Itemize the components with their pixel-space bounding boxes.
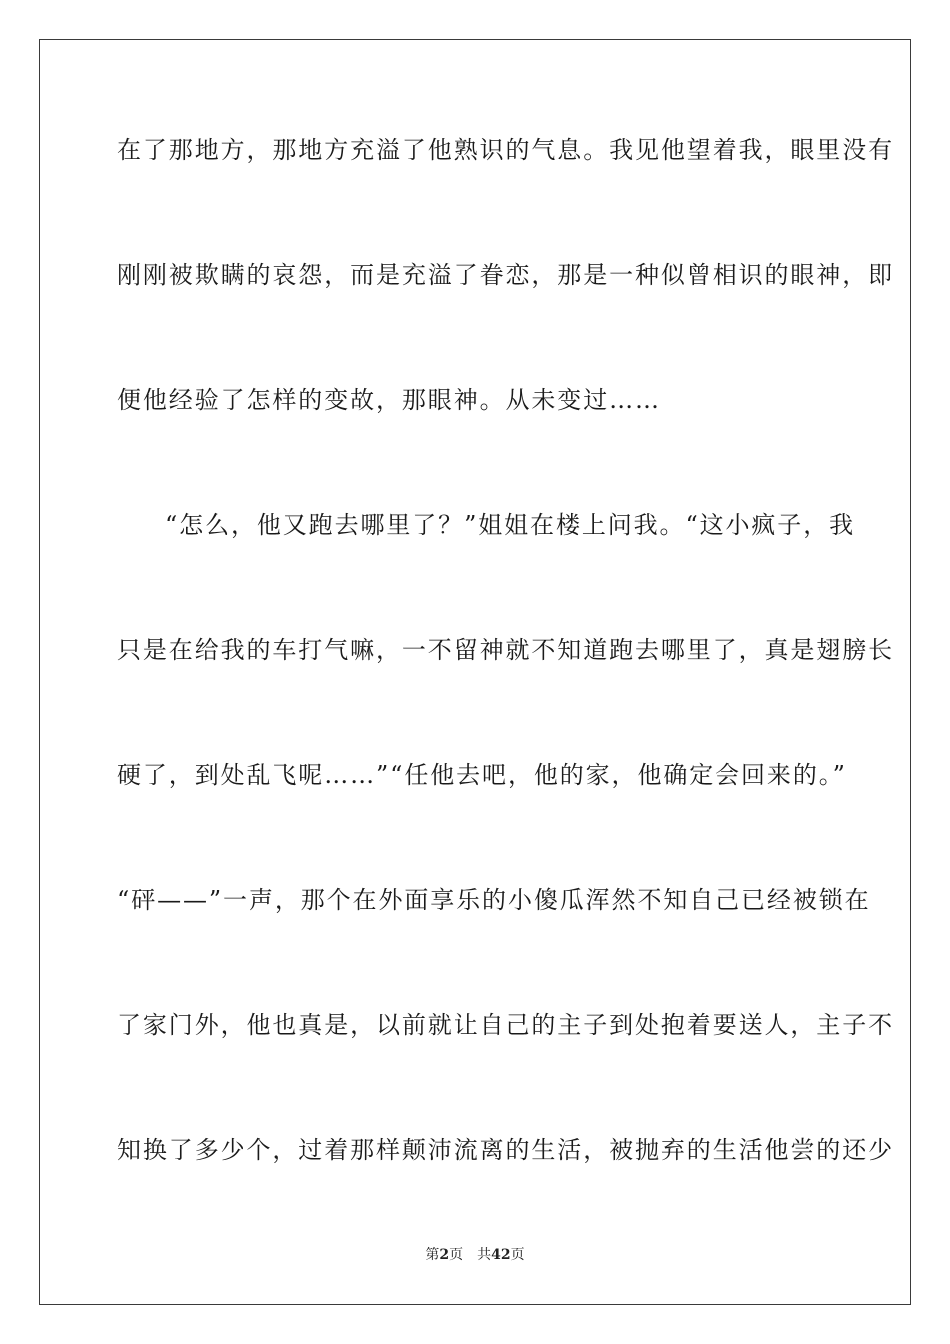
body-line-7: “砰——”一声，那个在外面享乐的小傻瓜浑然不知自己已经被锁在 [117,886,871,914]
page-prefix: 第 [425,1247,440,1263]
total-suffix: 页 [510,1247,525,1263]
page-frame [39,39,911,1305]
body-line-4: “怎么，他又跑去哪里了？”姐姐在楼上问我。“这小疯子，我 [165,511,856,539]
total-prefix: 共 [477,1247,492,1263]
page-footer [0,1246,950,1264]
page-suffix: 页 [449,1247,464,1263]
body-line-3: 便他经验了怎样的变故，那眼神。从未变过…… [117,386,661,414]
page-number: 2 [439,1247,450,1263]
total-pages: 42 [491,1247,511,1263]
body-line-9: 知换了多少个，过着那样颠沛流离的生活，被抛弃的生活他尝的还少 [117,1136,894,1164]
body-line-1: 在了那地方，那地方充溢了他熟识的气息。我见他望着我，眼里没有 [117,136,894,164]
body-line-2: 刚刚被欺瞒的哀怨，而是充溢了眷恋，那是一种似曾相识的眼神，即 [117,261,894,289]
body-line-6: 硬了，到处乱飞呢……”“任他去吧，他的家，他确定会回来的。” [117,761,847,789]
body-line-8: 了家门外，他也真是，以前就让自己的主子到处抱着要送人，主子不 [117,1011,894,1039]
body-line-5: 只是在给我的车打气嘛，一不留神就不知道跑去哪里了，真是翅膀长 [117,636,894,664]
